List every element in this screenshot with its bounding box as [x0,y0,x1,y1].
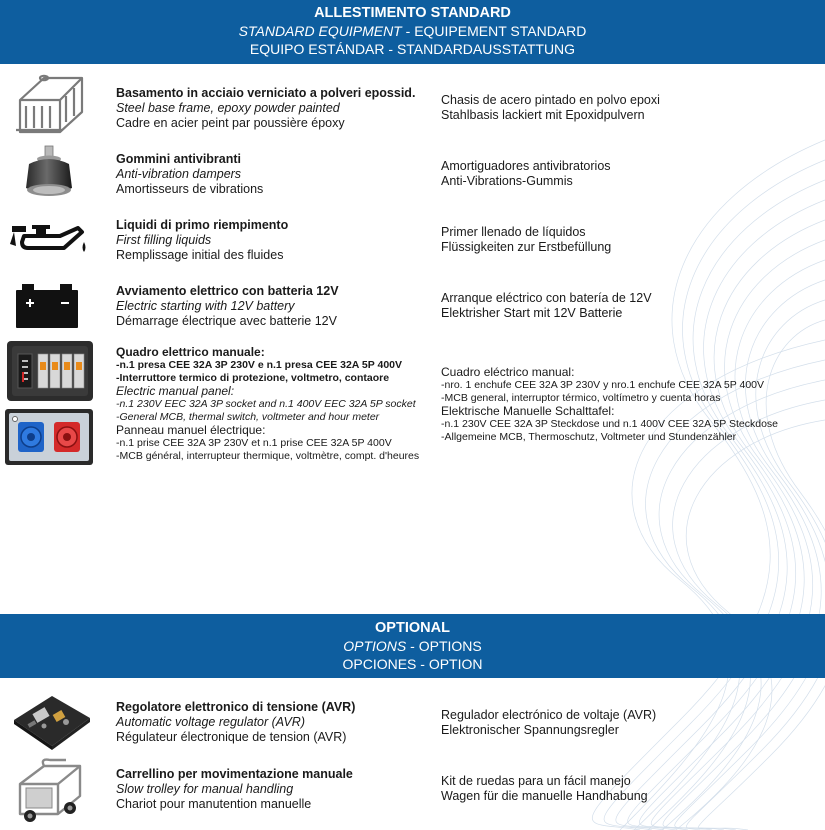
panel-it-title: Quadro elettrico manuale: [116,345,265,359]
battery-icon [4,280,96,330]
panel-de-title: Elektrische Manuelle Schalttafel: [441,404,615,418]
item-es-text: Chasis de acero pintado en polvo epoxi [441,93,660,107]
panel-es-line-2: -MCB general, interruptor térmico, voltímetro y cuenta horas [441,391,721,404]
item-de-text: Elektronischer Spannungsregler [441,723,619,737]
damper-icon [4,144,96,200]
standard-subtitle-2: EQUIPO ESTÁNDAR - STANDARDAUSSTATTUNG [249,41,576,57]
panel-fr-title: Panneau manuel électrique: [116,423,266,437]
optional-subtitle: OPTIONS - OPTIONS [343,638,482,654]
item-es-text: Amortiguadores antivibratorios [441,159,611,173]
panel-fr-line-2: -MCB général, interrupteur thermique, voltmètre, compt. d'heures [116,449,420,462]
oil-can-icon [4,216,96,260]
item-en-text: Slow trolley for manual handling [116,782,294,796]
item-es-text: Arranque eléctrico con batería de 12V [441,291,652,305]
panel-de-line-1: -n.1 230V CEE 32A 3P Steckdose und n.1 400V CEE 32A 5P Steckdose [441,418,779,430]
item-en-text: Steel base frame, epoxy powder painted [116,101,340,115]
panel-en-line-2: -General MCB, thermal switch, voltmeter and hour meter [116,410,380,423]
item-es-text: Primer llenado de líquidos [441,225,586,239]
item-de-text: Flüssigkeiten zur Erstbefüllung [441,240,612,254]
item-fr-text: Amortisseurs de vibrations [116,182,264,196]
item-it-text: Regolatore elettronico di tensione (AVR) [116,700,356,714]
panel-it-line-2: -Interruttore termico di protezione, voltmetro, contaore [116,371,390,384]
list-item-avr [0,690,825,754]
item-de-text: Anti-Vibrations-Gummis [441,174,573,188]
steel-frame-icon [4,70,96,136]
standard-subtitle: STANDARD EQUIPMENT - EQUIPEMENT STANDARD [238,23,587,39]
panel-es-line-1: -nro. 1 enchufe CEE 32A 3P 230V y nro.1 enchufe CEE 32A 5P 400V [441,379,765,391]
optional-title: OPTIONAL [375,620,450,636]
item-de-text: Elektrisher Start mit 12V Batterie [441,306,623,320]
item-de-text: Wagen für die manuelle Handhabung [441,789,648,803]
item-it-text: Avviamento elettrico con batteria 12V [116,284,339,298]
item-en-text: First filling liquids [116,233,212,247]
item-en-text: Electric starting with 12V battery [116,299,295,313]
voltage-regulator-icon [4,690,96,752]
panel-it-line-1: -n.1 presa CEE 32A 3P 230V e n.1 presa CEE 32A 5P 400V [116,359,402,371]
item-it-text: Basamento in acciaio verniciato a polveri epossid. [116,86,416,100]
item-en-text: Automatic voltage regulator (AVR) [116,715,305,729]
standard-title: ALLESTIMENTO STANDARD [314,5,511,21]
standard-equipment-header [0,0,825,64]
item-es-text: Kit de ruedas para un fácil manejo [441,774,631,788]
item-es-text: Regulador electrónico de voltaje (AVR) [441,708,657,722]
item-fr-text: Démarrage électrique avec batterie 12V [116,314,337,328]
socket-panel-icon [4,408,94,466]
item-de-text: Stahlbasis lackiert mit Epoxidpulvern [441,108,645,122]
list-item-electric-panel [0,340,825,470]
list-item-steel-frame [0,70,825,136]
panel-fr-line-1: -n.1 prise CEE 32A 3P 230V et n.1 prise CEE 32A 5P 400V [116,437,392,449]
trolley-icon [4,756,96,824]
panel-en-title: Electric manual panel: [116,384,235,398]
item-it-text: Gommini antivibranti [116,152,242,166]
item-it-text: Liquidi di primo riempimento [116,218,289,232]
optional-subtitle-2: OPCIONES - OPTION [342,656,483,672]
list-item-filling-liquids [0,210,825,266]
list-item-dampers [0,142,825,202]
item-fr-text: Remplissage initial des fluides [116,248,284,262]
item-fr-text: Cadre en acier peint par poussière époxy [116,116,345,130]
list-item-battery [0,276,825,334]
item-fr-text: Chariot pour manutention manuelle [116,797,312,811]
item-fr-text: Régulateur électronique de tension (AVR) [116,730,347,744]
panel-en-line-1: -n.1 230V EEC 32A 3P socket and n.1 400V EEC 32A 5P socket [116,398,416,410]
list-item-trolley [0,756,825,826]
item-it-text: Carrellino per movimentazione manuale [116,767,353,781]
item-en-text: Anti-vibration dampers [116,167,242,181]
panel-de-line-2: -Allgemeine MCB, Thermoschutz, Voltmeter und Stundenzähler [441,430,737,443]
circuit-breaker-panel-icon [6,340,94,402]
panel-es-title: Cuadro eléctrico manual: [441,365,575,379]
optional-header [0,614,825,678]
